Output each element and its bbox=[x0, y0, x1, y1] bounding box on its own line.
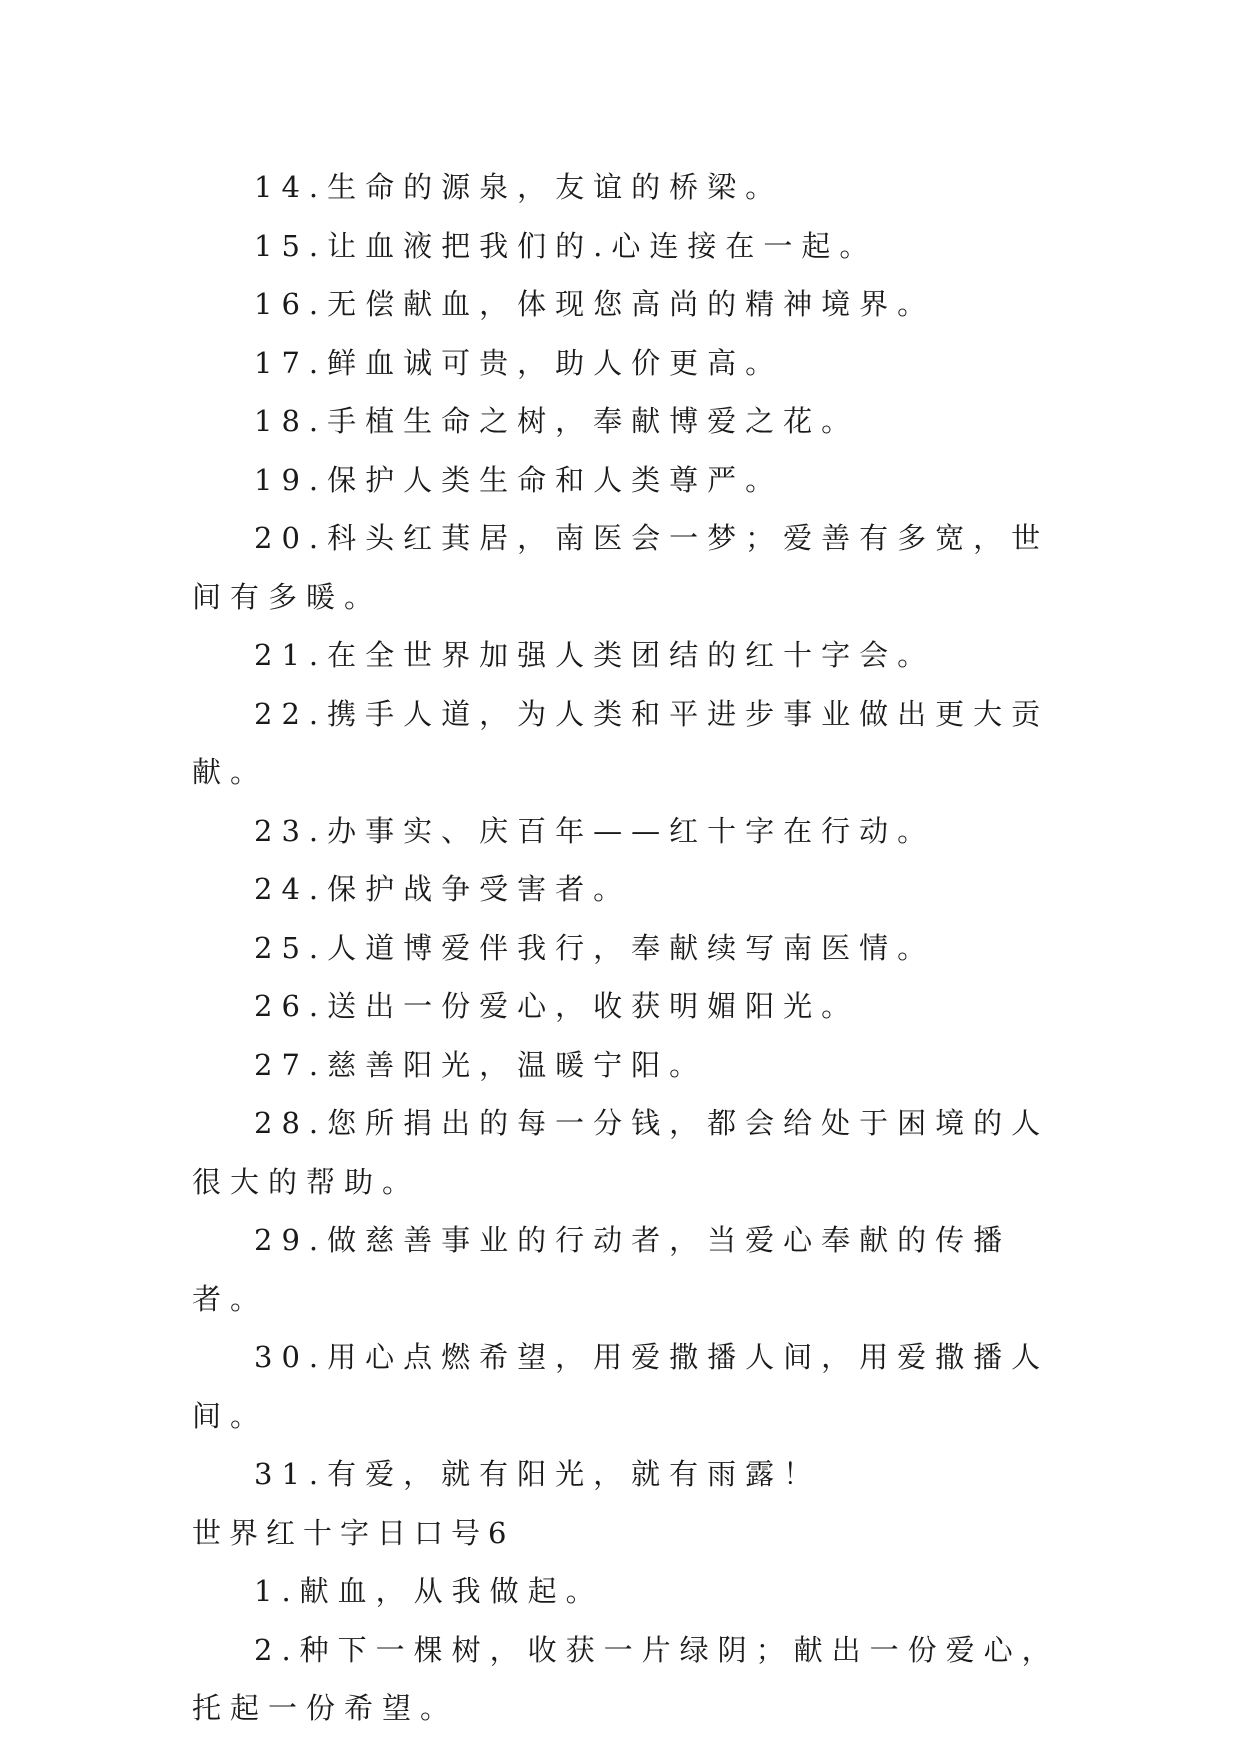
slogan-item-23: 23.办事实、庆百年——红十字在行动。 bbox=[254, 813, 936, 848]
slogan-item-16: 16.无偿献血，体现您高尚的精神境界。 bbox=[254, 287, 936, 321]
document-body bbox=[192, 158, 1060, 1738]
slogan-item-20: 20.科头红萁居，南医会一梦；爱善有多宽，世间有多暖。 bbox=[192, 521, 1050, 614]
slogan-item-25: 25.人道博爱伴我行，奉献续写南医情。 bbox=[254, 930, 936, 965]
slogan-item-26: 26.送出一份爱心，收获明媚阳光。 bbox=[254, 989, 860, 1023]
slogan-item-14: 14.生命的源泉，友谊的桥梁。 bbox=[254, 170, 784, 204]
slogan-item-31: 31.有爱，就有阳光，就有雨露！ bbox=[254, 1457, 822, 1491]
section-heading: 世界红十字日口号6 bbox=[192, 1515, 515, 1550]
slogan-item-28: 28.您所捐出的每一分钱，都会给处于困境的人很大的帮助。 bbox=[192, 1106, 1050, 1199]
slogan-item-29: 29.做慈善事业的行动者，当爱心奉献的传播者。 bbox=[192, 1223, 1012, 1316]
slogan-item-22: 22.携手人道，为人类和平进步事业做出更大贡献。 bbox=[192, 696, 1050, 789]
slogan-item-2: 2.种下一棵树，收获一片绿阴；献出一份爱心，托起一份希望。 bbox=[192, 1632, 1060, 1725]
slogan-item-17: 17.鲜血诚可贵，助人价更高。 bbox=[254, 345, 784, 380]
slogan-item-1: 1.献血，从我做起。 bbox=[254, 1574, 604, 1608]
slogan-item-18: 18.手植生命之树，奉献博爱之花。 bbox=[254, 404, 860, 438]
slogan-item-15: 15.让血液把我们的.心连接在一起。 bbox=[254, 228, 878, 263]
slogan-item-19: 19.保护人类生命和人类尊严。 bbox=[254, 462, 784, 497]
slogan-item-30: 30.用心点燃希望，用爱撒播人间，用爱撒播人间。 bbox=[192, 1340, 1050, 1433]
slogan-item-24: 24.保护战争受害者。 bbox=[254, 872, 632, 906]
slogan-item-27: 27.慈善阳光，温暖宁阳。 bbox=[254, 1047, 708, 1082]
slogan-item-21: 21.在全世界加强人类团结的红十字会。 bbox=[254, 638, 936, 672]
